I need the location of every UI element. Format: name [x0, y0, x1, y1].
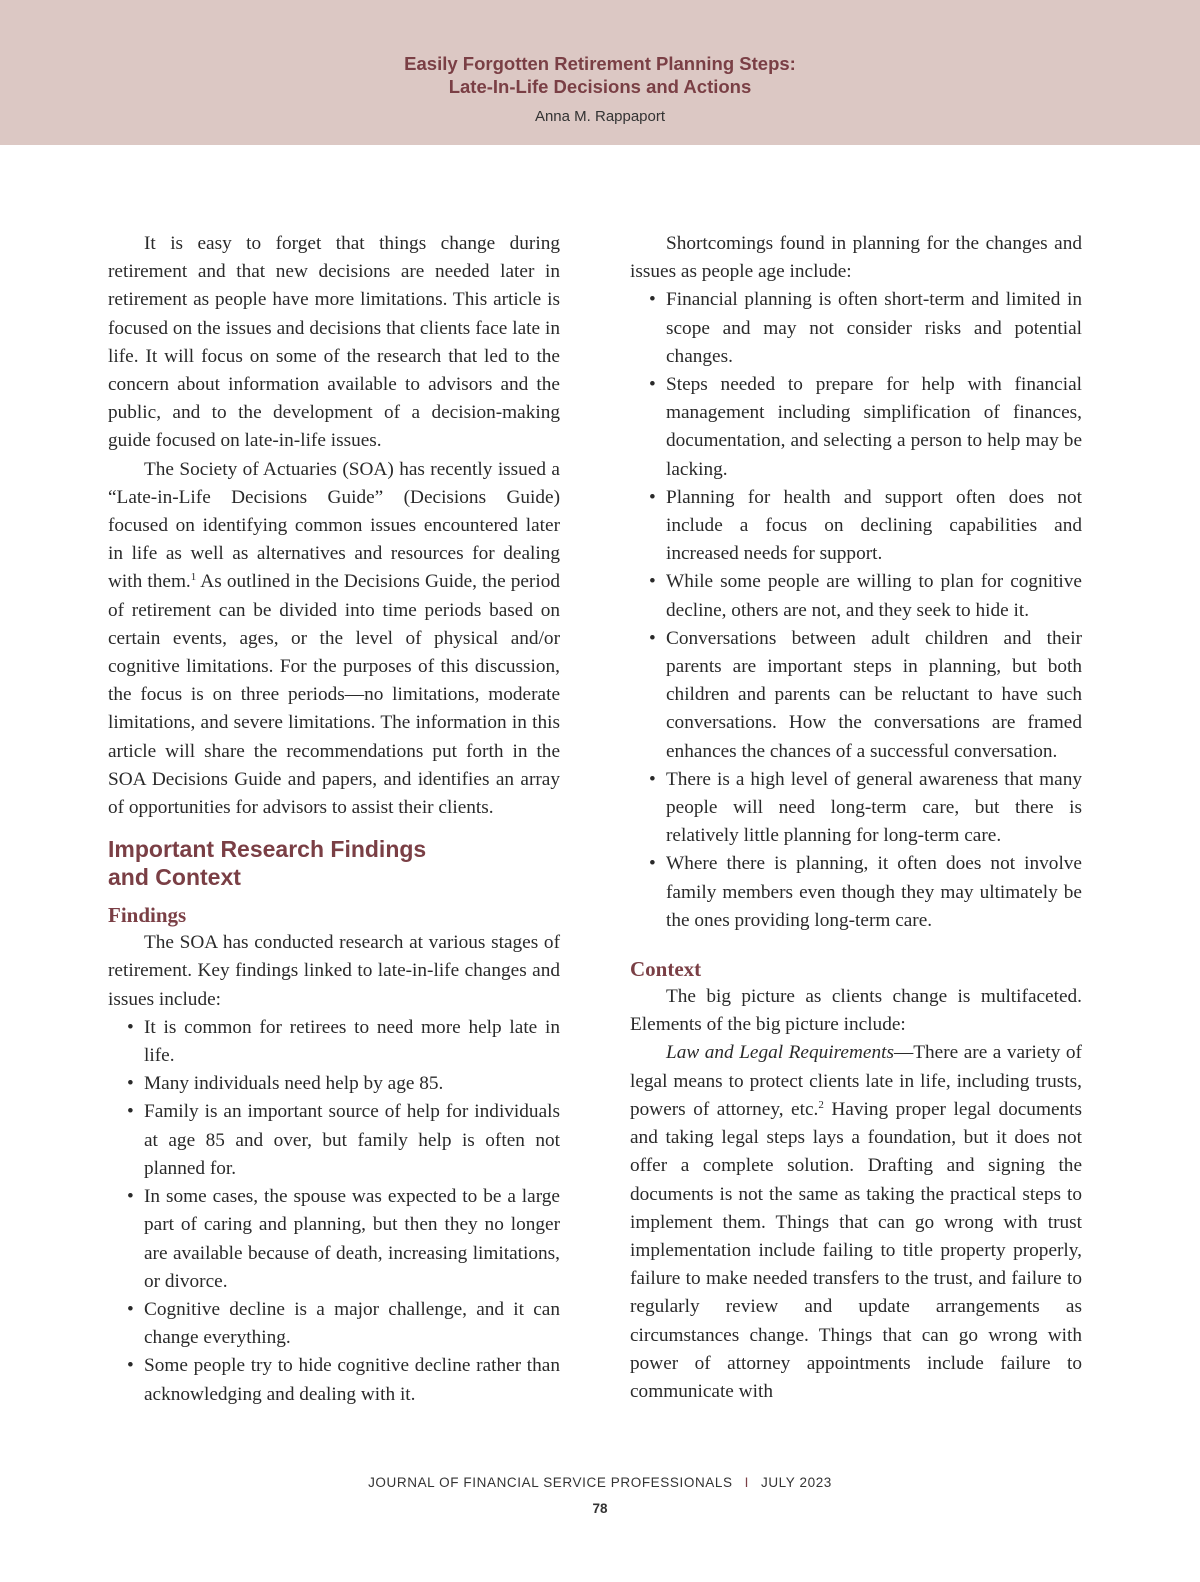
- findings-list-item: • Some people try to hide cognitive decline rather than acknowledging and dealing with it.: [108, 1352, 560, 1408]
- context-paragraph-1: The big picture as clients change is multifaceted. Elements of the big picture include:: [630, 986, 1082, 1036]
- shortcomings-list-item: • Conversations between adult children and their parents are important steps in planning, but both children and parents can be reluctant to have such conversations. How the conversations are framed enhances the chances of a successful conversation.: [630, 625, 1082, 766]
- section-heading: [108, 835, 560, 891]
- footnote-ref-2: 2: [818, 1098, 824, 1111]
- left-column: [108, 230, 560, 1409]
- shortcomings-list-item: • While some people are willing to plan for cognitive decline, others are not, and they seek to hide it.: [630, 568, 1082, 624]
- context-paragraph-2-text-a: —There are a variety of legal means to protect clients late in life, including trusts, powers of attorney, etc.: [630, 1042, 1082, 1120]
- article-title: [0, 52, 1200, 98]
- footnote-ref-1: 1: [190, 571, 197, 584]
- article-title-line1: Easily Forgotten Retirement Planning Steps:: [404, 53, 796, 74]
- intro-paragraph-2-text-a: The Society of Actuaries (SOA) has recently issued a “Late-in-Life Decisions Guide” (Decisions Guide) focused on identifying common issues encountered later in life as well as alternatives and resources for dealing with them.: [108, 458, 560, 593]
- article-title-line2: Late-In-Life Decisions and Actions: [448, 76, 752, 97]
- findings-list-item: • In some cases, the spouse was expected to be a large part of caring and planning, but then they no longer are available because of death, increasing limitations, or divorce.: [108, 1183, 560, 1296]
- findings-list-item: • Cognitive decline is a major challenge, and it can change everything.: [108, 1296, 560, 1352]
- footer-separator: I: [744, 1475, 749, 1490]
- context-heading: Context: [630, 957, 702, 982]
- journal-name: JOURNAL OF FINANCIAL SERVICE PROFESSIONALS: [368, 1475, 733, 1490]
- findings-list: [108, 1014, 560, 1409]
- intro-paragraph-1: It is easy to forget that things change during retirement and that new decisions are needed later in retirement as people have more limitations. This article is focused on the issues and decisions that clients face late in life. It will focus on some of the research that led to the concern about information available to advisors and the public, and to the development of a decision-making guide focused on late-in-life issues.: [108, 233, 560, 452]
- section-heading-line1: Important Research Findings: [108, 836, 427, 863]
- article-header-banner: [0, 0, 1200, 145]
- article-author: Anna M. Rappaport: [534, 108, 666, 125]
- shortcomings-list: [630, 286, 1082, 935]
- shortcomings-list-item: • There is a high level of general awareness that many people will need long-term care, but there is relatively little planning for long-term care.: [630, 766, 1082, 851]
- page-number: 78: [592, 1501, 608, 1516]
- findings-list-item: • Many individuals need help by age 85.: [108, 1070, 560, 1098]
- shortcomings-list-item: • Steps needed to prepare for help with financial management including simplification of finances, documentation, and selecting a person to help may be lacking.: [630, 371, 1082, 484]
- right-column: [630, 230, 1082, 1406]
- shortcomings-list-item: • Where there is planning, it often does not involve family members even though they may ultimately be the ones providing long-term care.: [630, 850, 1082, 935]
- shortcomings-list-item: • Planning for health and support often does not include a focus on declining capabilities and increased needs for support.: [630, 484, 1082, 569]
- context-paragraph-2-text-b: Having proper legal documents and taking legal steps lays a foundation, but it does not offer a complete solution. Drafting and signing the documents is not the same as taking the practical steps to implement them. Things that can go wrong with trust implementation include failing to title property properly, failure to make needed transfers to the trust, and failure to regularly review and update arrangements as circumstances change. Things that can go wrong with power of attorney appointments include failure to communicate with: [630, 1098, 1082, 1402]
- intro-paragraph-2: [108, 456, 560, 823]
- issue-date: JULY 2023: [760, 1475, 832, 1490]
- findings-heading: Findings: [108, 903, 187, 928]
- shortcomings-list-item: • Financial planning is often short-term and limited in scope and may not consider risks and potential changes.: [630, 286, 1082, 371]
- findings-list-item: • Family is an important source of help for individuals at age 85 and over, but family help is often not planned for.: [108, 1098, 560, 1183]
- context-paragraph-2: [630, 1039, 1082, 1406]
- shortcomings-intro: Shortcomings found in planning for the changes and issues as people age include:: [630, 233, 1082, 283]
- section-heading-line2: and Context: [108, 864, 241, 891]
- intro-paragraph-2-text-b: As outlined in the Decisions Guide, the period of retirement can be divided into time periods based on certain events, ages, or the level of physical and/or cognitive limitations. For the purposes of this discussion, the focus is on three periods—no limitations, moderate limitations, and severe limitations. The information in this article will share the recommendations put forth in the SOA Decisions Guide and papers, and identifies an array of opportunities for advisors to assist their clients.: [108, 571, 560, 819]
- findings-intro: The SOA has conducted research at various stages of retirement. Key findings linked to late-in-life changes and issues include:: [108, 932, 560, 1010]
- findings-list-item: • It is common for retirees to need more help late in life.: [108, 1014, 560, 1070]
- journal-footer: [0, 1475, 1200, 1490]
- law-legal-term: Law and Legal Requirements: [666, 1042, 894, 1064]
